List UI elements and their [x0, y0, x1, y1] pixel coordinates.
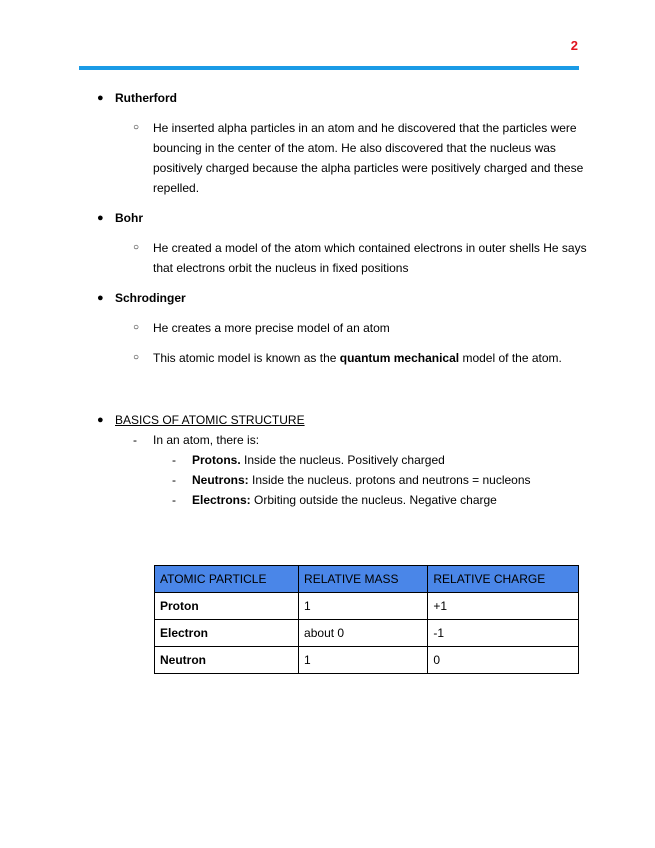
table-cell: Electron: [155, 620, 299, 647]
table-row: [155, 647, 579, 674]
dash-bullet-icon: -: [172, 453, 176, 467]
table-cell: about 0: [299, 620, 428, 647]
sub-item-text: He creates a more precise model of an atom: [153, 321, 390, 335]
scientist-name: Rutherford: [115, 91, 177, 105]
list-item-schrodinger: [93, 288, 588, 368]
sub-list: [115, 238, 588, 278]
scientist-list: [93, 88, 588, 368]
bullet-disc-icon: ●: [97, 92, 104, 104]
particle-term: Neutrons:: [192, 473, 249, 487]
table-cell: Neutron: [155, 647, 299, 674]
table-header-cell: RELATIVE CHARGE: [428, 566, 579, 593]
scientist-name: Schrodinger: [115, 291, 186, 305]
table-cell: +1: [428, 593, 579, 620]
document-body: [93, 88, 588, 510]
sub-item-text: He inserted alpha particles in an atom and he discovered that the particles were bouncing in the center of the atom. He also discovered that the nucleus was positively charged because the alpha particles were positively charged and these repelled.: [153, 121, 584, 195]
table-cell: Proton: [155, 593, 299, 620]
particle-desc: Orbiting outside the nucleus. Negative charge: [250, 493, 497, 507]
particle-term: Protons.: [192, 453, 241, 467]
sub-list-item: [133, 238, 588, 278]
table-cell: 0: [428, 647, 579, 674]
section-heading: BASICS OF ATOMIC STRUCTURE: [115, 413, 305, 427]
dash-list: [115, 430, 588, 510]
list-item-rutherford: [93, 88, 588, 198]
dash-list-item: [133, 430, 588, 510]
particle-desc: Inside the nucleus. Positively charged: [240, 453, 445, 467]
sub-list-item: [133, 318, 588, 338]
header-rule: [79, 66, 579, 70]
scientist-name: Bohr: [115, 211, 143, 225]
particle-desc: Inside the nucleus. protons and neutrons = nucleons: [248, 473, 531, 487]
table-cell: 1: [299, 647, 428, 674]
particle-term: Electrons:: [192, 493, 251, 507]
table-cell: -1: [428, 620, 579, 647]
dash-bullet-icon: -: [133, 433, 137, 447]
bullet-circle-icon: ○: [133, 352, 140, 363]
table-header-cell: RELATIVE MASS: [299, 566, 428, 593]
bullet-disc-icon: ●: [97, 212, 104, 224]
sub-item-text-emphasis: quantum mechanical: [339, 351, 460, 365]
page-number: 2: [570, 38, 578, 53]
bullet-disc-icon: ●: [97, 414, 104, 426]
intro-text: In an atom, there is:: [153, 433, 260, 447]
sub-list: [115, 318, 588, 368]
atomic-particle-table: [154, 565, 579, 674]
particle-item: [172, 450, 588, 470]
dash-bullet-icon: -: [172, 473, 176, 487]
sub-item-text: He created a model of the atom which contained electrons in outer shells He says that electrons orbit the nucleus in fixed positions: [153, 241, 587, 275]
bullet-circle-icon: ○: [133, 322, 140, 333]
bullet-disc-icon: ●: [97, 292, 104, 304]
sub-list-item: [133, 348, 588, 368]
sub-item-text-after: model of the atom.: [459, 351, 562, 365]
particle-item: [172, 490, 588, 510]
basics-section: [93, 410, 588, 510]
table-cell: 1: [299, 593, 428, 620]
sub-list-item: [133, 118, 588, 198]
table-header-cell: ATOMIC PARTICLE: [155, 566, 299, 593]
table-row: [155, 593, 579, 620]
particle-list: [153, 450, 588, 510]
sub-item-text-before: This atomic model is known as the: [153, 351, 340, 365]
table-row: [155, 620, 579, 647]
particle-item: [172, 470, 588, 490]
sub-list: [115, 118, 588, 198]
bullet-circle-icon: ○: [133, 122, 140, 133]
bullet-circle-icon: ○: [133, 242, 140, 253]
dash-bullet-icon: -: [172, 493, 176, 507]
list-item-bohr: [93, 208, 588, 278]
table-header-row: [155, 566, 579, 593]
